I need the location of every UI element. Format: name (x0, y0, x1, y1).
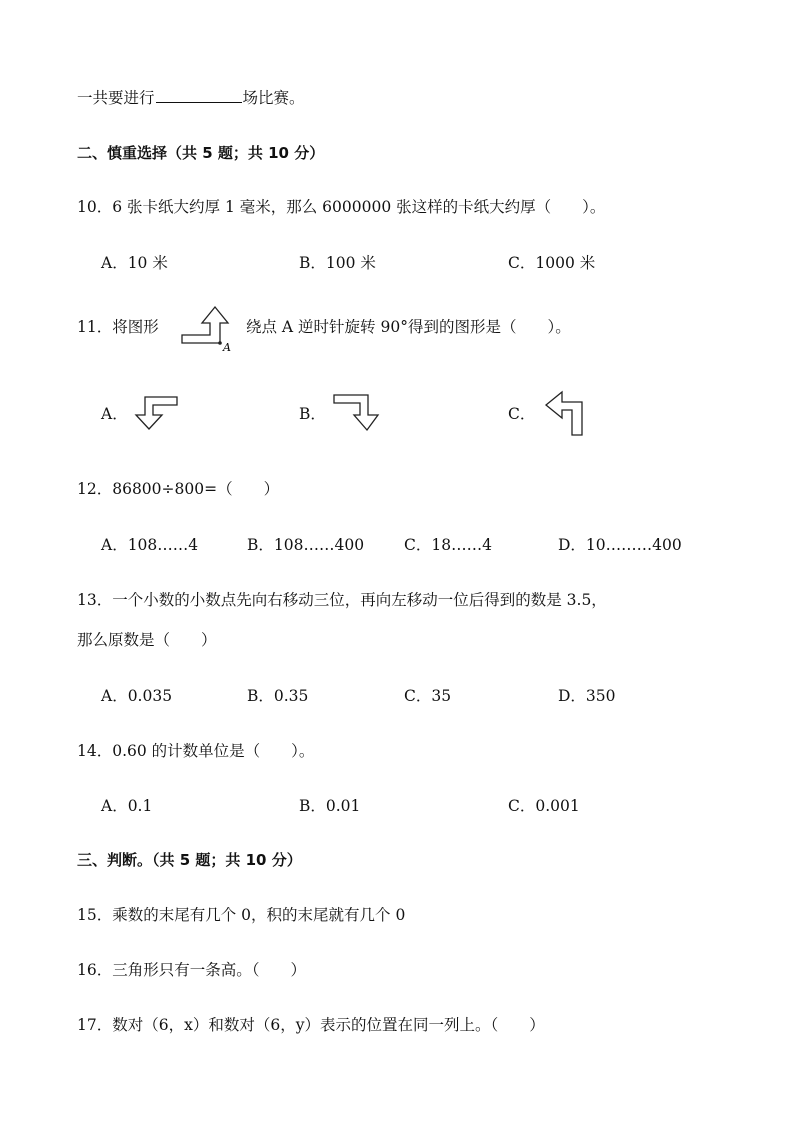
q11-option-b[interactable]: B． (299, 405, 326, 423)
question-11-before: 11．将图形 (77, 318, 159, 336)
q14-option-c[interactable]: C．0.001 (508, 797, 580, 815)
q10-option-c[interactable]: C．1000 米 (508, 254, 596, 272)
q11-option-a[interactable]: A． (101, 405, 128, 423)
intro-after: 场比赛。 (242, 89, 305, 107)
q11-option-c-figure-icon (544, 387, 586, 439)
question-11-after: 绕点 A 逆时针旋转 90°得到的图形是（ ）。 (246, 318, 571, 336)
q13-option-d[interactable]: D．350 (558, 687, 616, 705)
question-13-line-2: 那么原数是（ ） (77, 631, 217, 649)
intro-line (77, 88, 305, 108)
question-14: 14．0.60 的计数单位是（ ）。 (77, 742, 315, 760)
question-15: 15．乘数的末尾有几个 0，积的末尾就有几个 0 (77, 906, 406, 924)
question-13-line-1: 13．一个小数的小数点先向右移动三位，再向左移动一位后得到的数是 3.5， (77, 591, 607, 609)
q10-option-b[interactable]: B．100 米 (299, 254, 376, 272)
q12-option-b[interactable]: B．108……400 (247, 536, 365, 554)
point-a-label: A (223, 341, 231, 354)
q14-option-a[interactable]: A．0.1 (101, 797, 153, 815)
q11-option-c[interactable]: C． (508, 405, 536, 423)
q11-option-a-figure-icon (133, 396, 179, 432)
question-10: 10．6 张卡纸大约厚 1 毫米，那么 6000000 张这样的卡纸大约厚（ ）。 (77, 198, 606, 216)
section-2-title: 二、慎重选择（共 5 题；共 10 分） (77, 144, 325, 162)
intro-before: 一共要进行 (77, 89, 155, 107)
question-17: 17．数对（6，x）和数对（6，y）表示的位置在同一列上。（ ） (77, 1016, 545, 1034)
section-3-title: 三、判断。（共 5 题；共 10 分） (77, 851, 302, 869)
q11-figure-icon (180, 303, 236, 353)
q14-option-b[interactable]: B．0.01 (299, 797, 361, 815)
q13-option-b[interactable]: B．0.35 (247, 687, 309, 705)
q10-option-a[interactable]: A．10 米 (101, 254, 168, 272)
q12-option-d[interactable]: D．10………400 (558, 536, 682, 554)
q13-option-a[interactable]: A．0.035 (101, 687, 173, 705)
q12-option-c[interactable]: C．18……4 (404, 536, 492, 554)
q12-option-a[interactable]: A．108……4 (101, 536, 199, 554)
question-16: 16．三角形只有一条高。（ ） (77, 961, 306, 979)
question-12: 12．86800÷800=（ ） (77, 480, 280, 498)
q13-option-c[interactable]: C．35 (404, 687, 452, 705)
answer-blank[interactable] (156, 88, 242, 103)
q11-option-b-figure-icon (332, 393, 384, 433)
